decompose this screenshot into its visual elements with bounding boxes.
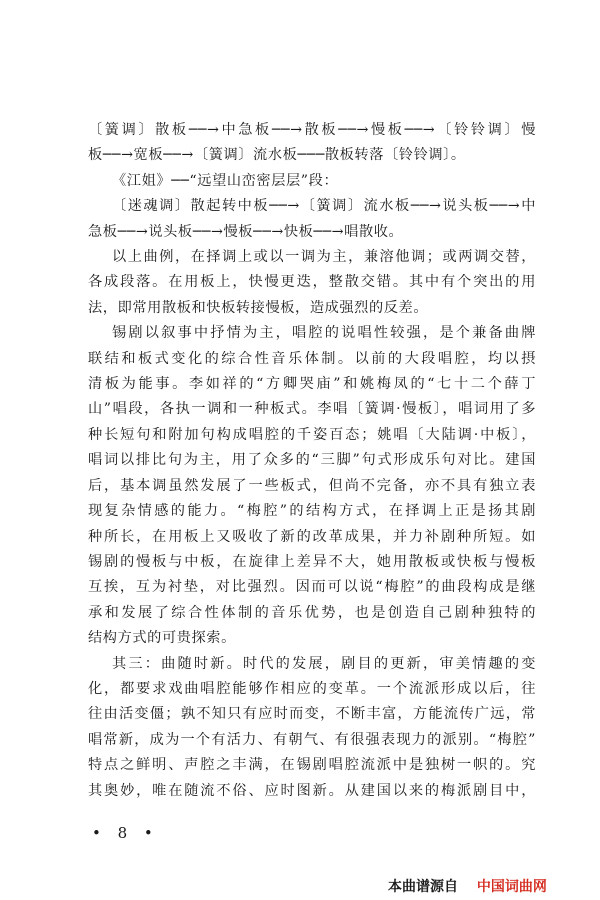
text-line: 〔簧调〕散板──→中急板──→散板──→慢板──→〔铃铃调〕慢	[88, 122, 536, 138]
text-line: 〔迷魂调〕散起转中板──→〔簧调〕流水板──→说头板──→中	[112, 198, 536, 215]
text-line: 现复杂情感的能力。“梅腔”的结构方式，在择调上正是扬其剧	[88, 503, 536, 520]
text-line: 联结和板式变化的综合性音乐体制。以前的大段唱腔，均以摂	[88, 350, 536, 367]
text-line: 互挨，互为衬垫，对比强烈。因而可以说“梅腔”的曲段构成是继	[88, 579, 536, 596]
text-line: 种所长，在用板上又吸收了新的改革成果，并力补剧种所短。如	[88, 528, 536, 545]
text-line: 往由活变僵；孰不知只有应时而变，不断丰富，方能流传广远，常	[88, 706, 536, 723]
watermark-site-name: 中国词曲网	[476, 879, 547, 895]
text-line: 唱词以排比句为主，用了众多的“三脚”句式形成乐句对比。建国	[88, 452, 536, 469]
text-line: 唱常新，成为一个有活力、有朝气、有很强表现力的派别。“梅腔”	[88, 731, 536, 748]
text-line: 清板为能事。李如祥的“方卿哭庙”和姚梅凤的“七十二个薛丁	[88, 376, 536, 393]
text-line: 其三：曲随时新。时代的发展，剧目的更新，审美情趣的变	[112, 655, 536, 672]
page-number: • 8 •	[92, 824, 159, 842]
text-line: 锡剧的慢板与中板，在旋律上差异不大，她用散板或快板与慢板	[88, 553, 536, 570]
text-line: 板──→宽板──→〔簧调〕流水板───散板转落〔铃铃调〕。	[88, 147, 466, 164]
page-body	[88, 118, 536, 804]
text-line: 山”唱段，各执一调和一种板式。李唱〔簧调·慢板〕，唱词用了多	[88, 401, 536, 418]
text-line: 锡剧以叙事中抒情为主，唱腔的说唱性较强，是个兼备曲牌	[112, 325, 536, 342]
text-line: 《江姐》──“远望山峦密层层”段：	[112, 172, 339, 189]
text-line: 法，即常用散板和快板转接慢板，造成强烈的反差。	[88, 299, 429, 316]
text-line: 以上曲例，在择调上或以一调为主，兼溶他调；或两调交替，	[112, 249, 536, 266]
text-line: 各成段落。在用板上，快慢更迭，整散交错。其中有个突出的用	[88, 274, 536, 291]
text-line: 后，基本调虽然发展了一些板式，但尚不完备，亦不具有独立表	[88, 477, 536, 494]
text-line: 种长短句和附加句构成唱腔的千姿百态；姚唱〔大陆调·中板〕，	[88, 426, 536, 443]
source-watermark	[388, 876, 547, 896]
text-line: 承和发展了综合性体制的音乐优势，也是创造自己剧种独特的	[88, 604, 536, 621]
text-line: 化，都要求戏曲唱腔能够作相应的变革。一个流派形成以后，往	[88, 680, 536, 697]
text-line: 特点之鲜明、声腔之丰满，在锡剧唱腔流派中是独树一帜的。究	[88, 757, 536, 774]
text-line: 急板──→说头板──→慢板──→快板──→唱散收。	[88, 223, 404, 240]
text-line: 结构方式的可贵探索。	[88, 630, 236, 647]
watermark-source-label: 本曲谱源自	[388, 879, 458, 895]
text-line: 其奥妙，唯在随流不俗、应时图新。从建国以来的梅派剧目中，	[88, 782, 536, 799]
